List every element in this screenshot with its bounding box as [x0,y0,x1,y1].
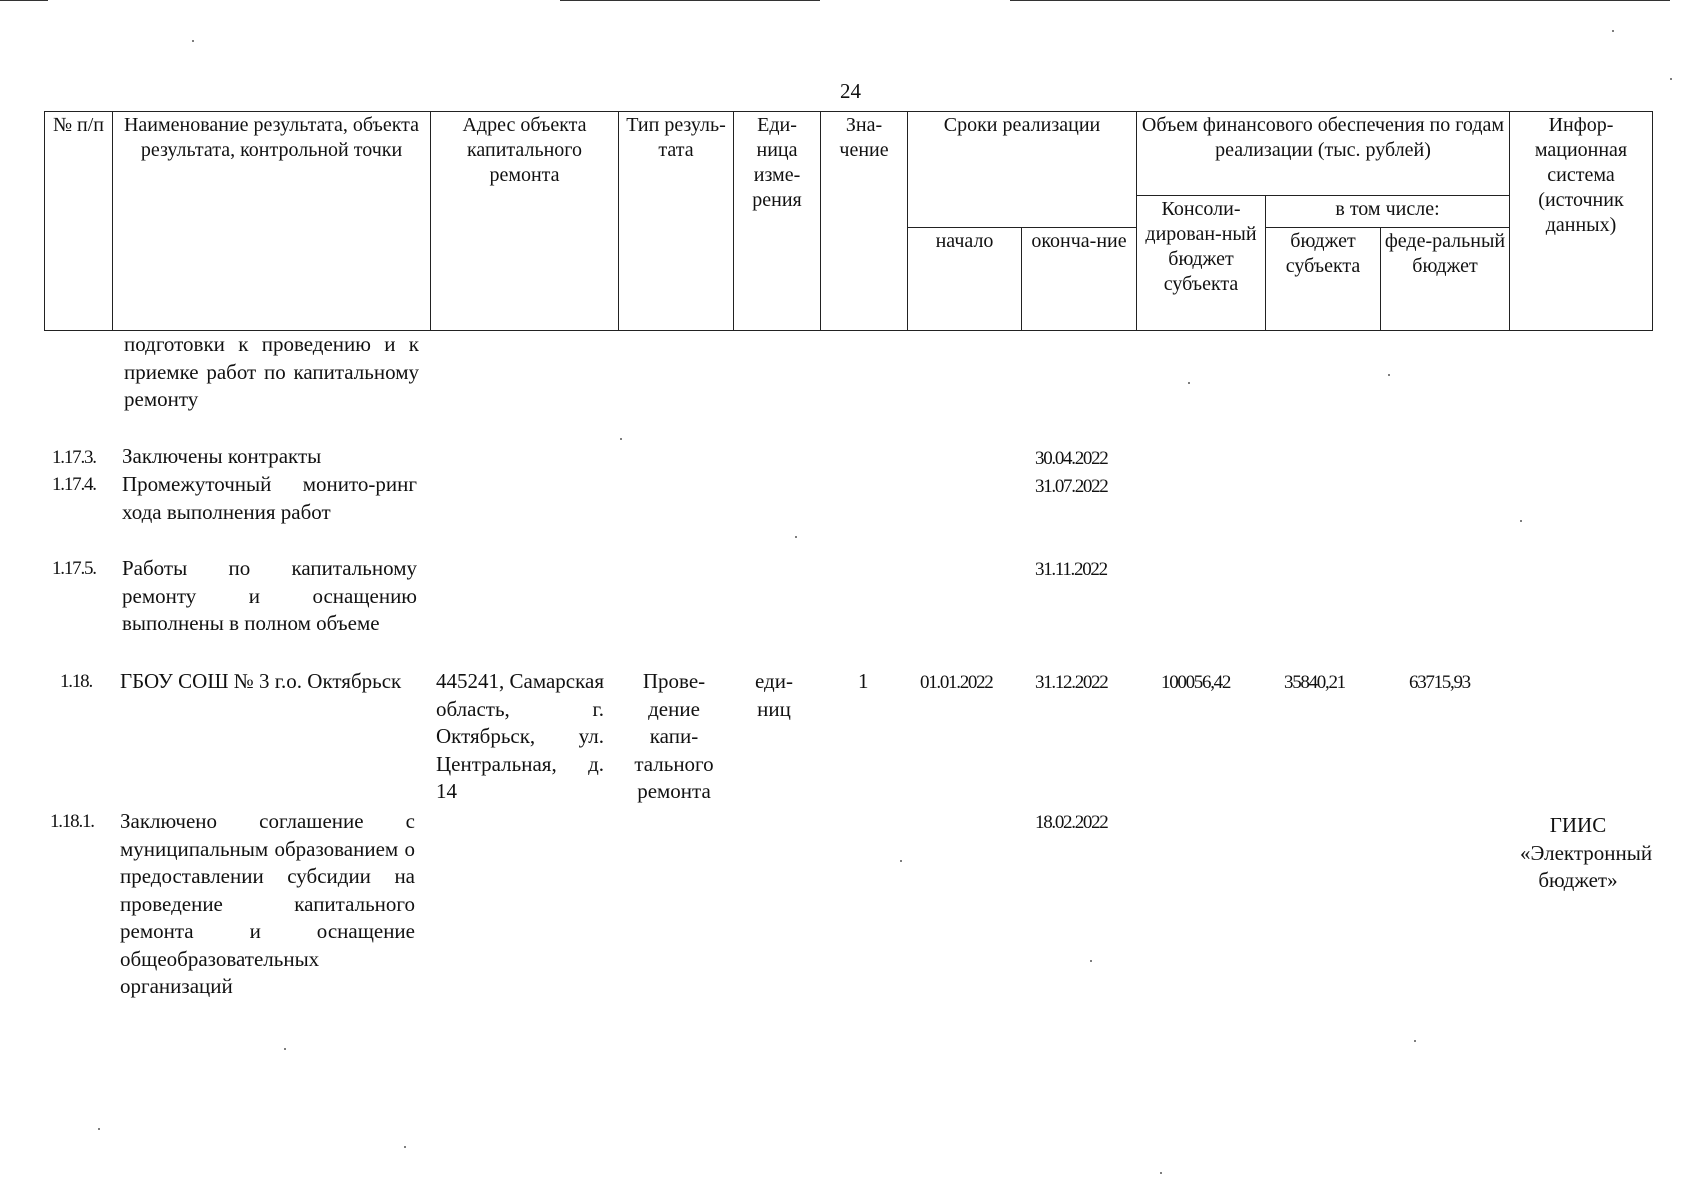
row-end-date: 31.07.2022 [1035,476,1108,497]
header-federal-budget: феде-ральный бюджет [1381,228,1510,331]
scan-speck [1388,374,1390,376]
scan-speck [795,536,797,538]
header-num: № п/п [45,112,113,331]
row-end-date: 31.11.2022 [1035,559,1107,580]
row-federal-budget: 63715,93 [1409,672,1470,693]
header-address: Адрес объекта капитального ремонта [431,112,619,331]
scan-edge-line [560,0,820,1]
row-address: 445241, Самарская область, г. Октябрьск, ул. Центральная, д. 14 [436,669,604,803]
row-name: ГБОУ СОШ № 3 г.о. Октябрьск [120,669,402,693]
row-consolidated-budget: 100056,42 [1161,672,1231,693]
scan-speck [404,1146,406,1148]
row-num: 1.18.1. [50,811,94,832]
scan-speck [1188,382,1190,384]
header-name: Наименование результата, объекта результата, контрольной точки [113,112,431,331]
header-subject-budget: бюджет субъекта [1266,228,1381,331]
row-num: 1.17.4. [52,474,96,495]
row-end-date: 18.02.2022 [1035,812,1108,833]
header-including: в том числе: [1266,196,1510,228]
scan-speck [1090,960,1092,962]
table-header [44,111,1653,331]
row-unit: еди-ниц [755,669,793,721]
scan-speck [620,438,622,440]
scan-speck [900,860,902,862]
page-number: 24 [840,79,861,103]
scan-speck [98,1128,100,1130]
row-start-date: 01.01.2022 [920,672,993,693]
row-result-type: Прове-дение капи-тального ремонта [634,669,714,803]
scan-edge-line [0,0,48,1]
scan-speck [1160,1172,1162,1174]
row-subject-budget: 35840,21 [1284,672,1345,693]
header-info-system: Инфор-мационная система (источник данных) [1510,112,1653,331]
row-info-system: ГИИС «Электронный бюджет» [1520,813,1653,892]
scan-speck [1612,30,1614,32]
header-finance: Объем финансового обеспечения по годам реализации (тыс. рублей) [1137,112,1510,196]
header-start: начало [908,228,1022,331]
row-end-date: 31.12.2022 [1035,672,1108,693]
row-name: Работы по капитальному ремонту и оснащению выполнены в полном объеме [122,556,417,635]
row-name: Заключено соглашение с муниципальным образованием о предоставлении субсидии на проведение капитального ремонта и оснащение общеобразовательных организаций [120,809,415,998]
scan-speck [1414,1040,1416,1042]
row-continuation-name: подготовки к проведению и к приемке работ по капитальному ремонту [124,332,419,411]
row-num: 1.17.5. [52,558,96,579]
row-value: 1 [858,669,869,693]
header-terms: Сроки реализации [908,112,1137,228]
scan-edge-line [1010,0,1670,1]
row-num: 1.17.3. [52,447,96,468]
row-num: 1.18. [60,671,93,692]
row-end-date: 30.04.2022 [1035,448,1108,469]
header-consolidated: Консоли-дирован-ный бюджет субъекта [1137,196,1266,331]
header-unit: Еди-ница изме-рения [734,112,821,331]
row-name: Промежуточный монито-ринг хода выполнения работ [122,472,417,524]
scan-speck [284,1048,286,1050]
header-value: Зна-чение [821,112,908,331]
scan-speck [192,40,194,42]
scan-speck [1670,78,1672,80]
row-name: Заключены контракты [122,444,322,468]
header-end: оконча-ние [1022,228,1137,331]
scan-speck [1520,520,1522,522]
header-type: Тип резуль-тата [619,112,734,331]
